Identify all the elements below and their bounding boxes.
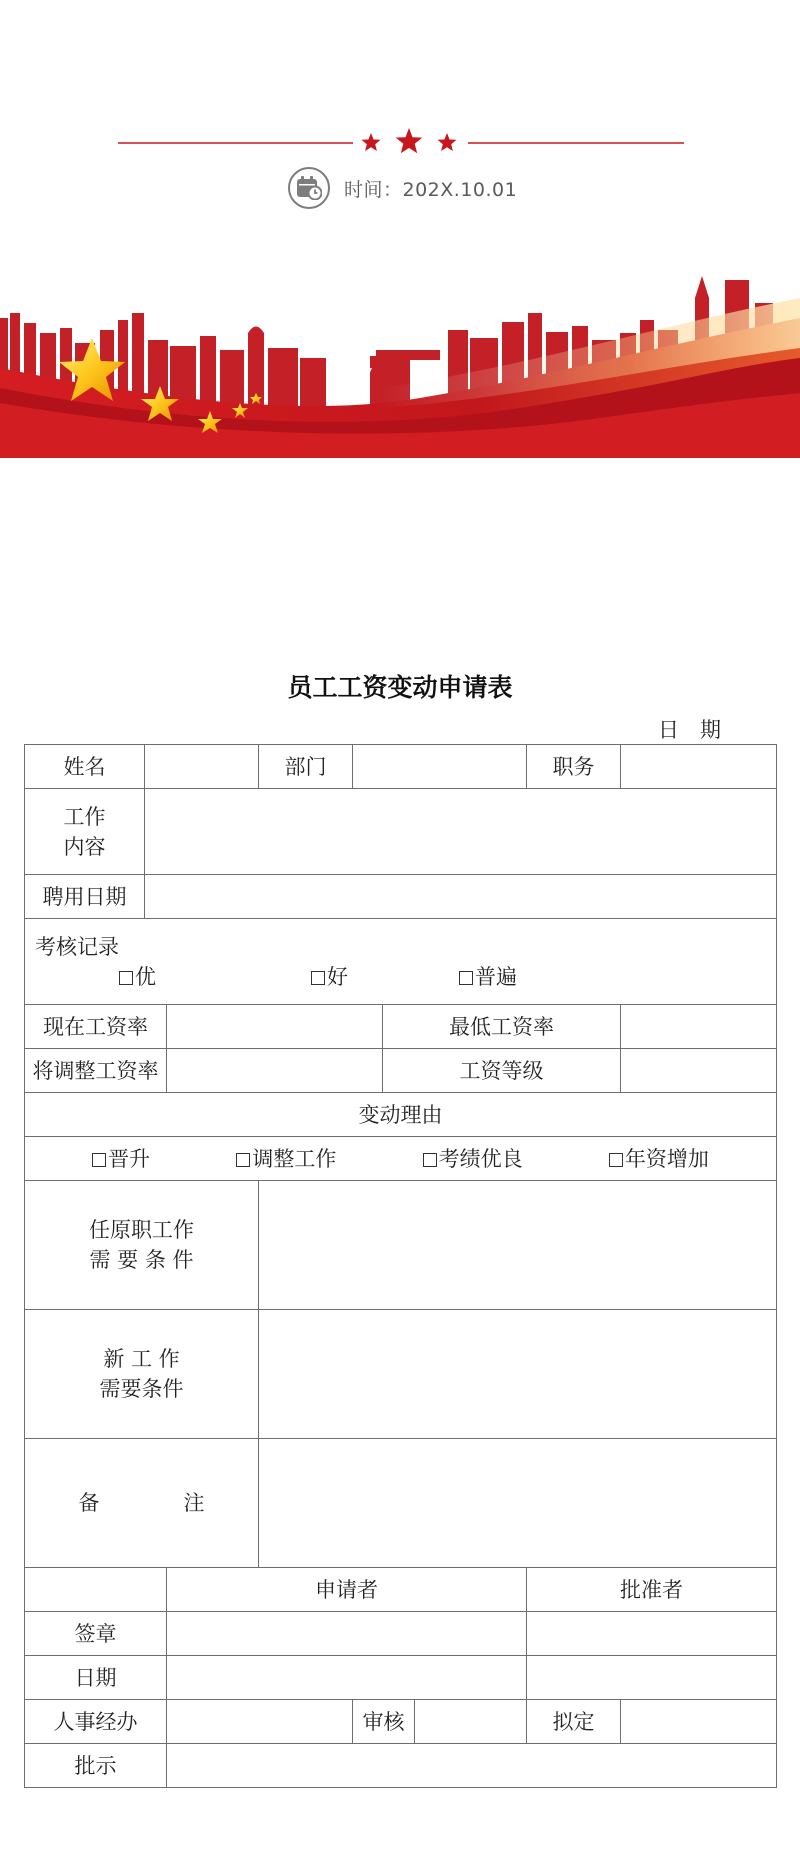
hire-date-label: 聘用日期 — [25, 875, 145, 919]
orig-req-value[interactable] — [259, 1181, 777, 1310]
checkbox-icon[interactable] — [92, 1153, 106, 1167]
table-row — [25, 1005, 777, 1049]
star-icon — [362, 133, 381, 151]
time-text: 时间：202X.10.01 — [344, 178, 518, 201]
reason-option-label: 晋升 — [108, 1146, 151, 1171]
salary-grade-label: 工资等级 — [383, 1049, 621, 1093]
reason-option-label: 考绩优良 — [438, 1146, 523, 1171]
review-option-label: 普遍 — [475, 964, 517, 989]
table-row — [25, 1310, 777, 1439]
blank-cell — [25, 1568, 167, 1612]
reason-option-label: 调整工作 — [252, 1146, 337, 1171]
instruction-label: 批示 — [25, 1744, 167, 1788]
approver-label: 批准者 — [527, 1568, 777, 1612]
salary-grade-value[interactable] — [621, 1049, 777, 1093]
review-cell — [25, 919, 777, 1005]
checkbox-icon[interactable] — [459, 971, 473, 985]
checkbox-icon[interactable] — [236, 1153, 250, 1167]
adjusted-rate-label: 将调整工资率 — [25, 1049, 167, 1093]
review-title: 考核记录 — [35, 934, 119, 959]
dept-value[interactable] — [353, 745, 527, 789]
approver-date-value[interactable] — [527, 1656, 777, 1700]
checkbox-icon[interactable] — [423, 1153, 437, 1167]
current-rate-label: 现在工资率 — [25, 1005, 167, 1049]
reason-option-seniority[interactable] — [609, 1144, 709, 1174]
hr-label: 人事经办 — [25, 1700, 167, 1744]
adjusted-rate-value[interactable] — [167, 1049, 383, 1093]
review-option-label: 优 — [135, 964, 156, 989]
time-row — [288, 166, 517, 210]
review-option-label: 好 — [327, 964, 348, 989]
reason-option-label: 年资增加 — [624, 1146, 709, 1171]
reason-title: 变动理由 — [25, 1093, 777, 1137]
work-content-line: 内容 — [63, 834, 106, 859]
header-divider — [118, 128, 684, 158]
table-row — [25, 789, 777, 875]
audit-label: 审核 — [353, 1700, 415, 1744]
salary-change-form — [24, 744, 777, 1788]
orig-req-line: 任原职工作 — [89, 1218, 194, 1242]
table-row — [25, 745, 777, 789]
reason-option-promotion[interactable] — [92, 1144, 150, 1174]
table-row — [25, 1439, 777, 1568]
name-label: 姓名 — [25, 745, 145, 789]
min-rate-label: 最低工资率 — [383, 1005, 621, 1049]
new-req-line: 需要条件 — [99, 1377, 184, 1401]
applicant-date-value[interactable] — [167, 1656, 527, 1700]
form-title: 员工工资变动申请表 — [287, 673, 513, 702]
min-rate-value[interactable] — [621, 1005, 777, 1049]
star-icon — [438, 133, 457, 151]
work-content-line: 工作 — [63, 804, 106, 829]
remarks-label: 备 注 — [25, 1439, 259, 1568]
orig-req-line: 需 要 条 件 — [89, 1248, 194, 1272]
position-value[interactable] — [621, 745, 777, 789]
instruction-value[interactable] — [167, 1744, 777, 1788]
checkbox-icon[interactable] — [119, 971, 133, 985]
hr-value[interactable] — [167, 1700, 353, 1744]
review-option-good[interactable] — [311, 962, 348, 992]
reason-option-reassign[interactable] — [236, 1144, 336, 1174]
seal-label: 签章 — [25, 1612, 167, 1656]
checkbox-icon[interactable] — [609, 1153, 623, 1167]
table-row — [25, 1093, 777, 1137]
review-option-average[interactable] — [459, 962, 517, 992]
date-label: 日 期 — [658, 718, 721, 742]
table-row — [25, 1656, 777, 1700]
work-content-label — [25, 789, 145, 875]
draft-label: 拟定 — [527, 1700, 621, 1744]
reason-option-performance[interactable] — [423, 1144, 523, 1174]
table-row — [25, 1568, 777, 1612]
new-req-value[interactable] — [259, 1310, 777, 1439]
applicant-seal-value[interactable] — [167, 1612, 527, 1656]
table-row — [25, 1744, 777, 1788]
review-option-excellent[interactable] — [119, 962, 156, 992]
dept-label: 部门 — [259, 745, 353, 789]
table-row — [25, 875, 777, 919]
date-row-label: 日期 — [25, 1656, 167, 1700]
table-row — [25, 1049, 777, 1093]
work-content-value[interactable] — [145, 789, 777, 875]
orig-req-label — [25, 1181, 259, 1310]
table-row — [25, 1181, 777, 1310]
table-row — [25, 1137, 777, 1181]
checkbox-icon[interactable] — [311, 971, 325, 985]
hire-date-value[interactable] — [145, 875, 777, 919]
calendar-clock-icon — [288, 167, 330, 209]
position-label: 职务 — [527, 745, 621, 789]
table-row — [25, 1700, 777, 1744]
current-rate-value[interactable] — [167, 1005, 383, 1049]
star-icon — [396, 128, 423, 153]
new-req-line: 新 工 作 — [103, 1347, 180, 1371]
applicant-label: 申请者 — [167, 1568, 527, 1612]
audit-value[interactable] — [415, 1700, 527, 1744]
name-value[interactable] — [145, 745, 259, 789]
new-req-label — [25, 1310, 259, 1439]
table-row — [25, 1612, 777, 1656]
remarks-value[interactable] — [259, 1439, 777, 1568]
table-row — [25, 919, 777, 1005]
draft-value[interactable] — [621, 1700, 777, 1744]
approver-seal-value[interactable] — [527, 1612, 777, 1656]
reason-options-cell — [25, 1137, 777, 1181]
skyline-banner — [0, 258, 800, 458]
